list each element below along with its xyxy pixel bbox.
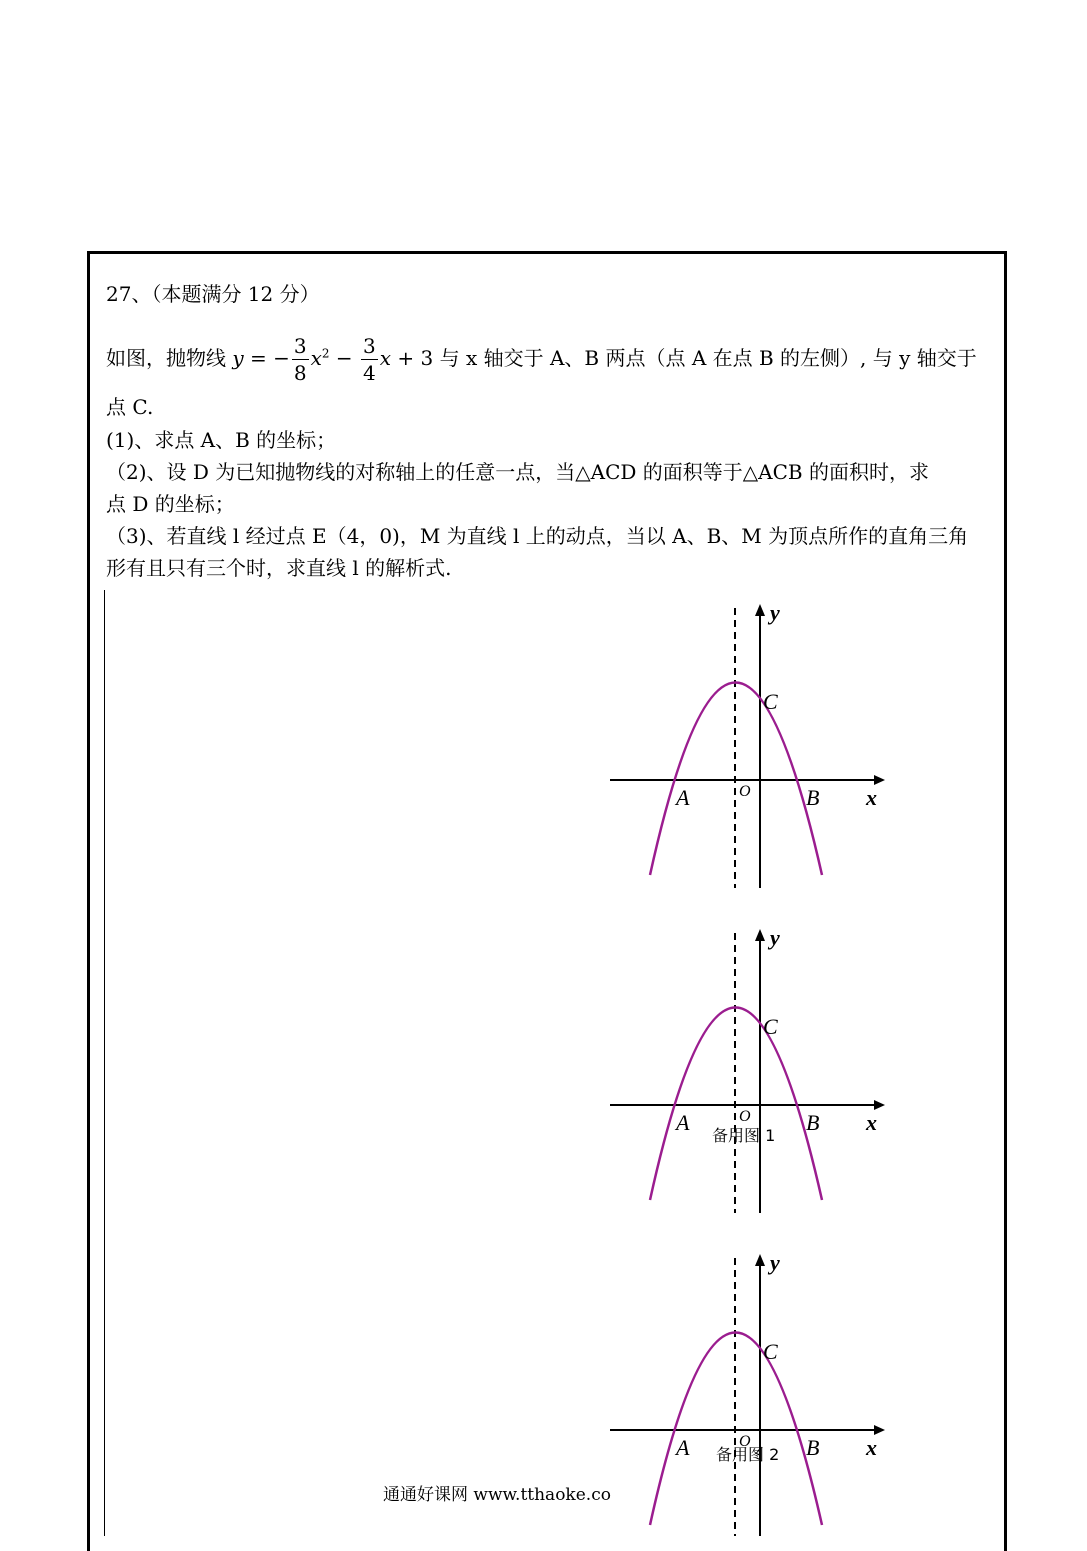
y-axis-arrow-icon: [755, 929, 765, 941]
label-x: x: [866, 1110, 877, 1135]
question-2-line-2: 点 D 的坐标；: [106, 492, 235, 516]
question-2-line-1: （2)、设 D 为已知抛物线的对称轴上的任意一点，当△ACD 的面积等于△ACB 的面积时，求: [106, 460, 929, 484]
label-b: B: [806, 1110, 820, 1135]
eq-x-squared: x: [310, 346, 322, 370]
footer-watermark: 通通好课网 www.tthaoke.co: [383, 1485, 611, 1505]
parabola-figure-main: [600, 600, 900, 899]
figure-caption: 备用图 1: [712, 1126, 776, 1145]
label-y: y: [770, 600, 780, 625]
label-o: O: [739, 1108, 751, 1125]
y-axis-arrow-icon: [755, 604, 765, 616]
eq-fraction-1: [292, 333, 309, 386]
eq-x: x: [379, 346, 392, 370]
y-axis-arrow-icon: [755, 1254, 765, 1266]
label-c: C: [763, 689, 778, 714]
question-3-line-2: 形有且只有三个时，求直线 l 的解析式.: [106, 556, 452, 580]
x-axis-arrow-icon: [874, 1425, 885, 1435]
eq-equals-minus: = −: [243, 346, 290, 370]
parabola-figure-spare-2: [600, 1250, 900, 1540]
intro-text-1: 如图，抛物线: [106, 346, 226, 370]
frac2-denominator: 4: [363, 361, 376, 385]
label-y: y: [770, 925, 780, 950]
problem-header: 27、（本题满分 12 分）: [106, 282, 320, 306]
question-3-line-1: （3)、若直线 l 经过点 E（4，0)，M 为直线 l 上的动点，当以 A、B、M 为顶点所作的直角三角: [106, 524, 969, 548]
problem-intro-line: [106, 333, 977, 386]
label-a: A: [676, 1435, 690, 1460]
eq-minus: −: [329, 346, 360, 370]
label-x: x: [866, 1435, 877, 1460]
label-y: y: [770, 1250, 780, 1275]
figure-caption: 备用图 2: [716, 1445, 780, 1464]
parabola-diagram: [600, 925, 900, 1220]
label-b: B: [806, 785, 820, 810]
parabola-diagram: [600, 1250, 900, 1536]
label-b: B: [806, 1435, 820, 1460]
parabola-figure-spare-1: [600, 925, 900, 1224]
label-a: A: [676, 1110, 690, 1135]
eq-plus-three: + 3: [391, 346, 434, 370]
intro-text-2: 与 x 轴交于 A、B 两点（点 A 在点 B 的左侧）, 与 y 轴交于: [439, 346, 977, 370]
parabola-diagram: [600, 600, 900, 895]
x-axis-arrow-icon: [874, 1100, 885, 1110]
frac2-numerator: 3: [363, 334, 376, 358]
question-1: (1)、求点 A、B 的坐标；: [106, 428, 337, 452]
eq-fraction-2: [361, 333, 378, 386]
eq-y: y: [232, 346, 244, 370]
frac1-numerator: 3: [293, 334, 307, 358]
label-c: C: [763, 1339, 778, 1364]
intro-text-3: 点 C.: [106, 395, 154, 419]
label-c: C: [763, 1014, 778, 1039]
x-axis-arrow-icon: [874, 775, 885, 785]
inner-border-line: [104, 590, 105, 1536]
eq-exponent: 2: [321, 346, 330, 361]
label-a: A: [676, 785, 690, 810]
label-x: x: [866, 785, 877, 810]
label-o: O: [739, 783, 751, 800]
label-o: O: [739, 1433, 751, 1450]
frac1-denominator: 8: [293, 361, 307, 385]
